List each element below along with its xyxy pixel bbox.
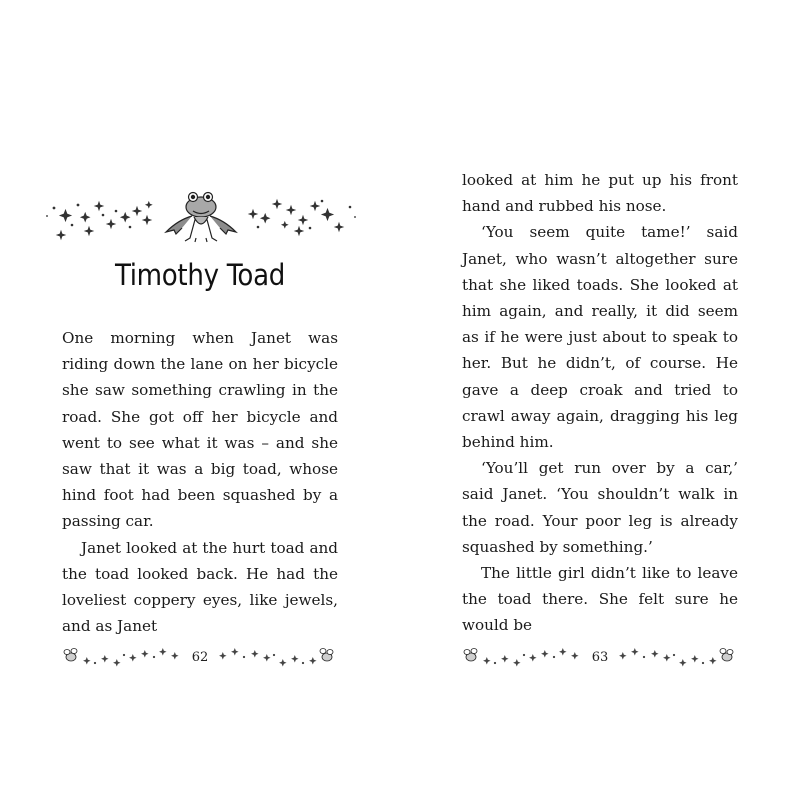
paragraph: The little girl didn’t like to leave the toad there. She felt sure he would be xyxy=(462,564,738,635)
right-page-footer xyxy=(462,643,738,673)
paragraph: Janet looked at the hurt toad and the toad looked back. He had the loveliest coppery eyes, like jewels, and as Janet xyxy=(62,538,338,636)
paragraph: looked at him he put up his front hand and rubbed his nose. xyxy=(462,171,738,216)
page-number: 63 xyxy=(591,650,609,665)
page-number: 62 xyxy=(191,650,209,665)
paragraph: ‘You seem quite tame!’ said Janet, who wasn’t altogether sure that she liked toads. She looked at him again, and really, it did seem as if he were just about to speak to her. But he didn’t, of course. He gave a deep croak and tried to crawl away again, dragging his leg behind him. xyxy=(462,223,738,452)
left-page-body xyxy=(62,325,338,639)
paragraph: ‘You’ll get run over by a car,’ said Janet. ‘You shouldn’t walk in the road. Your poor leg is already squashed by something.’ xyxy=(462,459,738,556)
right-page-body xyxy=(462,167,738,639)
left-page-footer xyxy=(62,643,338,673)
toad-ornament xyxy=(40,183,362,243)
chapter-title: Timothy Toad xyxy=(114,258,286,292)
paragraph: One morning when Janet was riding down the lane on her bicycle she saw something crawling in the road. She got off her bicycle and went to see what it was – and she saw that it was a big toad, whose hind foot had been squashed by a passing car. xyxy=(62,329,338,531)
toad-illustration xyxy=(166,193,236,243)
